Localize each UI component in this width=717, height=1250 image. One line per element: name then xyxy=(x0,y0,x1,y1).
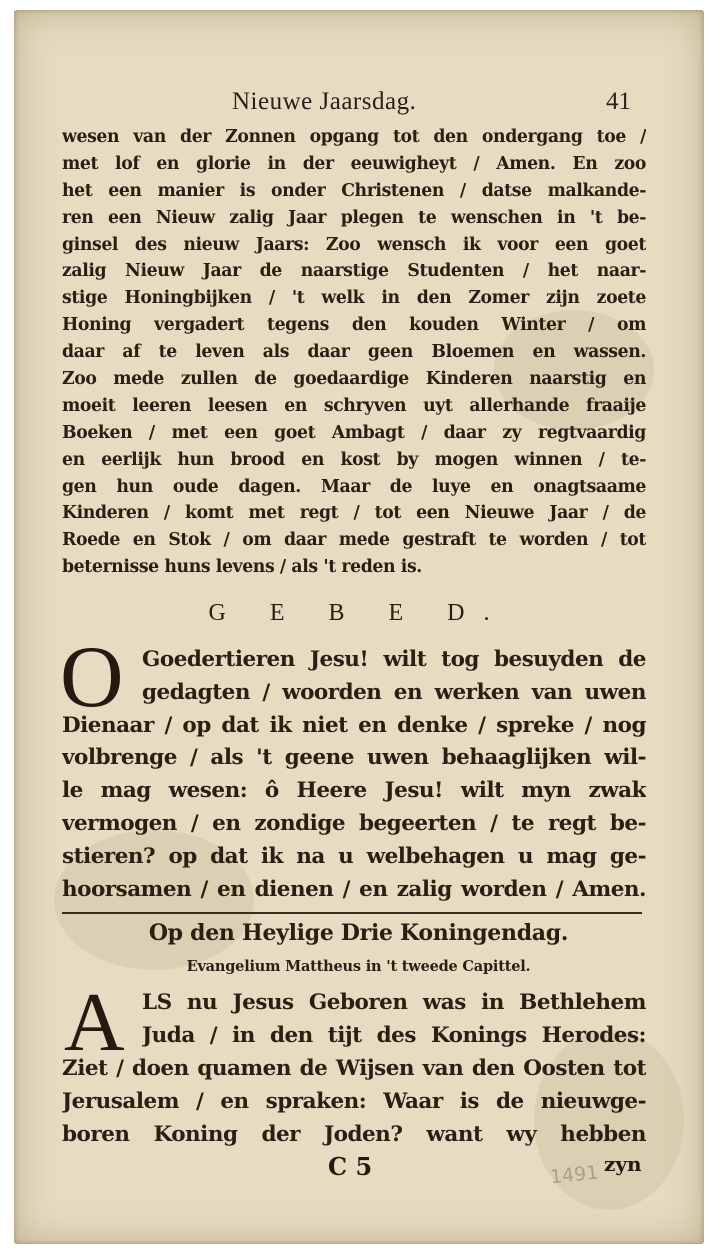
text-line: beternisse huns levens / als 't reden is. xyxy=(62,557,422,578)
gospel-text xyxy=(62,986,646,1151)
section-divider xyxy=(62,912,642,914)
text-line: met lof en glorie in der eeuwigheyt / Amen. En zoo xyxy=(62,153,646,174)
text-line: gedagten / woorden en werken van uwen xyxy=(142,679,646,705)
page-title: Nieuwe Jaarsdag. xyxy=(232,88,417,115)
text-line: Roede en Stok / om daar mede gestraft te worden / tot xyxy=(62,530,646,551)
prayer-heading: G E B E D. xyxy=(208,600,509,626)
text-line: daar af te leven als daar geen Bloemen en wassen. xyxy=(62,342,646,363)
text-line: moeit leeren leesen en schryven uyt allerhande fraaije xyxy=(62,395,646,416)
text-line: ginsel des nieuw Jaars: Zoo wensch ik voor een goet xyxy=(62,234,646,255)
text-line: het een manier is onder Christenen / datse malkande- xyxy=(62,180,646,201)
text-line: vermogen / en zondige begeerten / te regt be- xyxy=(62,810,646,836)
text-line: Juda / in den tijt des Konings Herodes: xyxy=(142,1023,646,1048)
text-line: hoorsamen / en dienen / en zalig worden / Amen. xyxy=(62,876,646,902)
text-line: volbrenge / als 't geene uwen behaaglijken wil- xyxy=(62,745,646,771)
text-line: Jerusalem / en spraken: Waar is de nieuwge- xyxy=(62,1089,646,1114)
running-head xyxy=(0,84,717,120)
gospel-drop-cap: A xyxy=(64,976,125,1069)
prayer-text xyxy=(62,644,646,906)
text-line: zalig Nieuw Jaar de naarstige Studenten / het naar- xyxy=(62,261,646,282)
text-line: Honing vergadert tegens den kouden Winter / om xyxy=(62,315,646,336)
text-line: Dienaar / op dat ik niet en denke / spreke / nog xyxy=(62,712,646,738)
paragraph-new-year xyxy=(62,124,646,581)
text-line: Zoo mede zullen de goedaardige Kinderen naarstig en xyxy=(62,369,646,390)
section-subtitle: Evangelium Mattheus in 't tweede Capittel. xyxy=(186,958,531,975)
text-line: gen hun oude dagen. Maar de luye en onagtsaame xyxy=(62,476,646,497)
text-line: stieren? op dat ik na u welbehagen u mag ge- xyxy=(62,843,646,869)
text-line: stige Honingbijken / 't welk in den Zomer zijn zoete xyxy=(62,288,646,309)
text-line: en eerlijk hun brood en kost by mogen winnen / te- xyxy=(62,449,646,470)
text-line: Ziet / doen quamen de Wijsen van den Oosten tot xyxy=(62,1056,646,1081)
prayer-drop-cap: O xyxy=(60,629,124,726)
text-line: le mag wesen: ô Heere Jesu! wilt myn zwak xyxy=(62,778,646,804)
page-footer xyxy=(0,1150,717,1190)
text-line: wesen van der Zonnen opgang tot den ondergang toe / xyxy=(62,127,646,147)
text-line: LS nu Jesus Geboren was in Bethlehem xyxy=(142,990,646,1015)
catchword: zyn xyxy=(604,1152,642,1176)
pencil-annotation: 1491 xyxy=(548,1161,600,1189)
signature-mark: C 5 xyxy=(328,1152,373,1181)
text-line: Goedertieren Jesu! wilt tog besuyden de xyxy=(142,647,646,672)
text-line: Kinderen / komt met regt / tot een Nieuwe Jaar / de xyxy=(62,503,646,524)
section-title: Op den Heylige Drie Koningendag. xyxy=(148,920,569,946)
text-line: boren Koning der Joden? want wy hebben xyxy=(62,1122,646,1147)
text-line: Boeken / met een goet Ambagt / daar zy regtvaardig xyxy=(62,422,646,443)
text-line: ren een Nieuw zalig Jaar plegen te wenschen in 't be- xyxy=(62,207,646,228)
page-number: 41 xyxy=(606,88,631,115)
